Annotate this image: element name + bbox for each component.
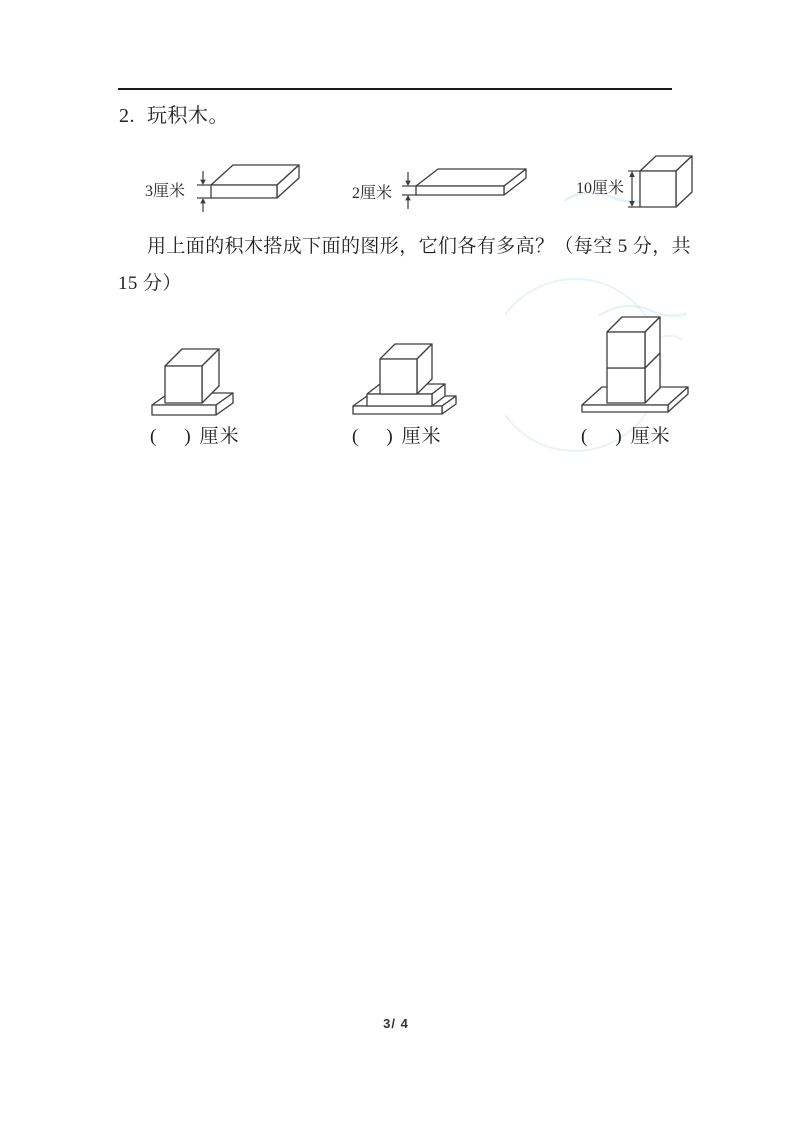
divider-line — [118, 88, 672, 90]
paren-close: ) — [615, 426, 622, 447]
slab-2cm-drawing — [402, 154, 530, 214]
bottom-cube-front-face — [607, 368, 645, 403]
bottom-slab-front-face — [353, 406, 442, 414]
block-3cm-label: 3厘米 — [145, 183, 186, 200]
question-heading — [119, 99, 229, 128]
page-number: 3/ 4 — [383, 1016, 409, 1031]
cube-front-face — [640, 171, 676, 207]
answer-blank-1 — [150, 421, 240, 448]
composite-figure-2 — [350, 334, 462, 424]
composite-figure-1 — [148, 342, 248, 428]
question-text-line2: 15 分） — [118, 273, 182, 294]
base-slab-front-face — [152, 405, 216, 415]
block-figure-3cm — [145, 152, 305, 216]
top-cube-front-face — [607, 332, 645, 368]
cube-10cm-drawing — [626, 145, 712, 221]
cube-front-face — [165, 366, 202, 403]
composite-figure-3 — [577, 296, 691, 420]
slab-front-face — [211, 185, 277, 198]
paren-close: ) — [184, 426, 191, 447]
unit-label: 厘米 — [199, 426, 240, 447]
slab-front-face — [416, 186, 504, 195]
answer-blank-2 — [352, 421, 442, 448]
middle-slab-front-face — [367, 394, 432, 406]
cube-front-face — [380, 359, 417, 394]
question-title: 玩积木。 — [147, 105, 229, 127]
slab-3cm-drawing — [197, 152, 303, 216]
block-figure-2cm — [352, 154, 532, 216]
paren-open: ( — [352, 426, 359, 447]
paren-open: ( — [150, 426, 157, 447]
question-text-line1: 用上面的积木搭成下面的图形，它们各有多高？（每空 5 分，共 — [147, 236, 692, 257]
unit-label: 厘米 — [401, 426, 442, 447]
block-10cm-label: 10厘米 — [576, 180, 625, 197]
answer-blank-3 — [581, 421, 671, 448]
question-number: 2. — [119, 105, 135, 127]
paren-open: ( — [581, 426, 588, 447]
base-slab-front-face — [582, 405, 668, 412]
block-2cm-label: 2厘米 — [352, 185, 393, 202]
unit-label: 厘米 — [630, 426, 671, 447]
paren-close: ) — [386, 426, 393, 447]
block-figure-10cm — [576, 145, 716, 221]
